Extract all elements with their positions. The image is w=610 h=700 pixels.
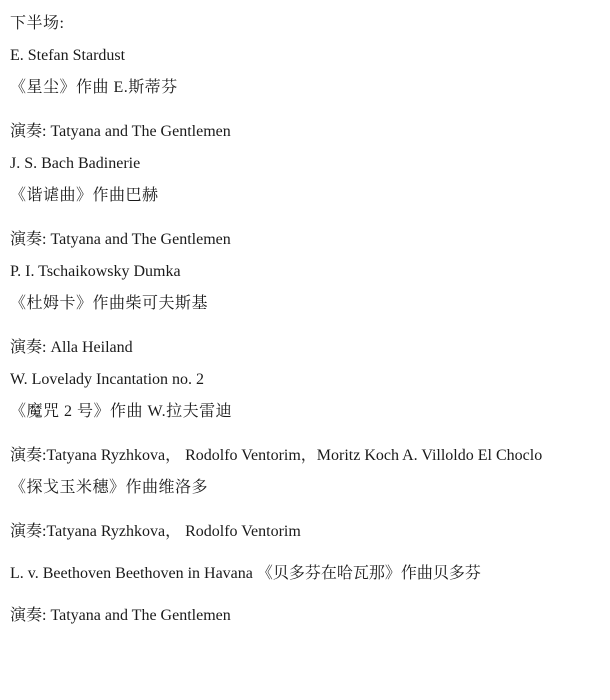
performer-line: 演奏: Tatyana and The Gentlemen <box>10 231 231 248</box>
program-document <box>10 8 605 632</box>
piece-title: L. v. Beethoven Beethoven in Havana 《贝多芬在哈瓦那》作曲贝多芬 <box>10 565 481 582</box>
piece-chinese-title: 《谐谑曲》作曲巴赫 <box>10 187 159 204</box>
piece-chinese-title: 《星尘》作曲 E.斯蒂芬 <box>10 79 178 96</box>
performer-line: 演奏:Tatyana Ryzhkova， Rodolfo Ventorim，Moritz Koch A. Villoldo El Choclo <box>10 447 543 464</box>
piece-title: W. Lovelady Incantation no. 2 <box>10 371 205 388</box>
piece-title: E. Stefan Stardust <box>10 47 126 64</box>
section-heading: 下半场: <box>10 15 65 32</box>
piece-chinese-title: 《探戈玉米穗》作曲维洛多 <box>10 479 209 496</box>
piece-chinese-title: 《魔咒 2 号》作曲 W.拉夫雷迪 <box>10 403 233 420</box>
performer-line: 演奏: Alla Heiland <box>10 339 133 356</box>
performer-line: 演奏: Tatyana and The Gentlemen <box>10 607 231 624</box>
piece-title: P. I. Tschaikowsky Dumka <box>10 263 181 280</box>
performer-line: 演奏: Tatyana and The Gentlemen <box>10 123 231 140</box>
piece-chinese-title: 《杜姆卡》作曲柴可夫斯基 <box>10 295 209 312</box>
piece-title: J. S. Bach Badinerie <box>10 155 141 172</box>
performer-line: 演奏:Tatyana Ryzhkova， Rodolfo Ventorim <box>10 523 301 540</box>
